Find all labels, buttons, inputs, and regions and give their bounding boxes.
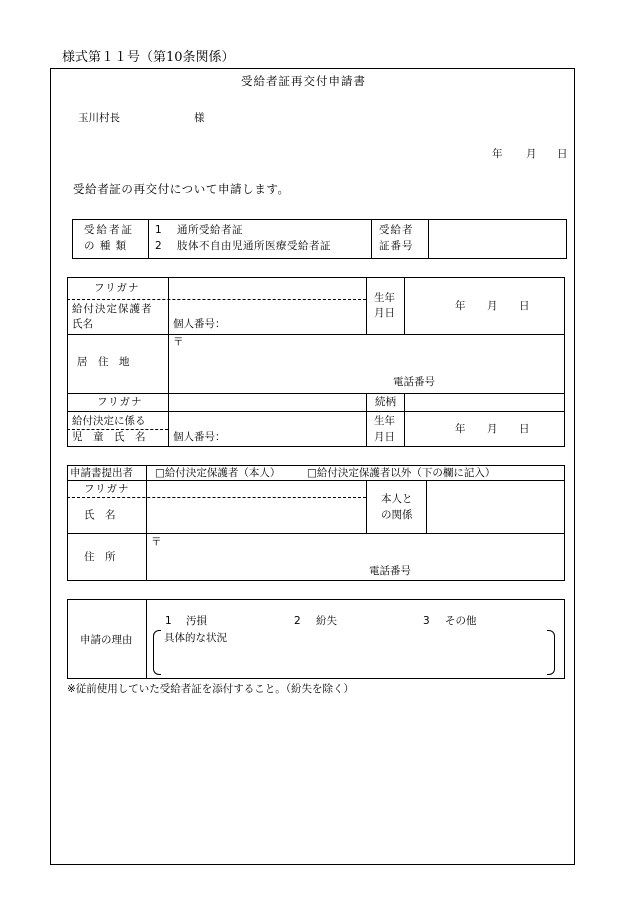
- cert-option-1-text: 通所受給者証: [177, 224, 243, 236]
- page-title: 受給者証再交付申請書: [241, 74, 366, 88]
- certificate-table: [72, 219, 567, 259]
- submitter-name-label: 氏 名: [84, 509, 116, 521]
- guardian-birth-month: 月: [487, 300, 498, 312]
- reason-label: 申請の理由: [80, 634, 133, 646]
- guardian-furigana-label: フリガナ: [94, 282, 140, 294]
- guardian-birth-label-1: 生年: [374, 292, 395, 304]
- reason-option-2-number: 2: [294, 615, 301, 627]
- guardian-address-label: 居 住 地: [77, 356, 130, 368]
- form-number: 様式第１１号（第10条関係）: [62, 50, 235, 65]
- submitter-furigana-label: フリガナ: [84, 483, 130, 495]
- guardian-name-label-1: 給付決定保護者: [72, 303, 153, 315]
- child-birth-month: 月: [487, 423, 498, 435]
- guardian-personal-number-label: 個人番号：: [173, 318, 226, 330]
- attachment-note: ※従前使用していた受給者証を添付すること。（紛失を除く）: [67, 683, 355, 695]
- child-birth-year: 年: [455, 423, 466, 435]
- submitter-postal-mark: 〒: [151, 536, 162, 548]
- submitter-table: [67, 465, 565, 581]
- date-month: 月: [526, 148, 537, 160]
- child-birth-day: 日: [519, 423, 530, 435]
- cert-option-2-text: 肢体不自由児通所医療受給者証: [177, 240, 331, 252]
- child-personal-number-label: 個人番号：: [173, 431, 226, 443]
- right-bracket: [547, 630, 555, 675]
- date-day: 日: [557, 148, 568, 160]
- child-name-label-1: 給付決定に係る: [72, 415, 146, 427]
- addressee-name: 玉川村長: [78, 112, 120, 124]
- guardian-phone-label: 電話番号: [393, 376, 435, 388]
- submitter-label: 申請書提出者: [70, 467, 133, 479]
- submitter-phone-label: 電話番号: [369, 565, 411, 577]
- cert-number-label-1: 受給者: [379, 224, 414, 236]
- child-birth-label-1: 生年: [374, 415, 395, 427]
- submitter-relation-label-1: 本人と: [381, 493, 413, 505]
- guardian-birth-day: 日: [519, 300, 530, 312]
- cert-option-1-number: 1: [155, 224, 162, 236]
- reason-option-1-text: 汚損: [186, 615, 207, 627]
- guardian-birth-label-2: 月日: [374, 307, 395, 319]
- submitter-address-label: 住 所: [84, 551, 116, 563]
- child-birth-label-2: 月日: [374, 431, 395, 443]
- submitter-option-other[interactable]: □給付決定保護者以外（下の欄に記入）: [307, 467, 496, 479]
- guardian-birth-year: 年: [455, 300, 466, 312]
- cert-option-2-number: 2: [155, 240, 162, 252]
- cert-type-label-1: 受給者証: [84, 224, 134, 236]
- cert-type-label-2: の 種 類: [84, 240, 128, 252]
- reason-option-1-number: 1: [165, 615, 172, 627]
- child-name-label-2: 児 童 氏 名: [72, 431, 146, 443]
- reason-option-3-text: その他: [445, 615, 477, 627]
- submitter-option-self[interactable]: □給付決定保護者（本人）: [155, 467, 281, 479]
- submitter-relation-label-2: の関係: [381, 509, 413, 521]
- reason-option-3-number: 3: [423, 615, 430, 627]
- cert-number-label-2: 証番号: [379, 240, 414, 252]
- guardian-name-label-2: 氏名: [72, 318, 93, 330]
- child-furigana-label: フリガナ: [97, 396, 143, 408]
- reason-detail-label: 具体的な状況: [164, 632, 227, 644]
- child-relation-label: 続柄: [375, 396, 396, 408]
- reason-table: [67, 599, 565, 679]
- intro-text: 受給者証の再交付について申請します。: [73, 182, 290, 196]
- left-bracket: [153, 630, 161, 675]
- guardian-postal-mark: 〒: [173, 336, 184, 348]
- date-year: 年: [492, 148, 503, 160]
- reason-option-2-text: 紛失: [316, 615, 337, 627]
- addressee-honorific: 様: [194, 112, 205, 124]
